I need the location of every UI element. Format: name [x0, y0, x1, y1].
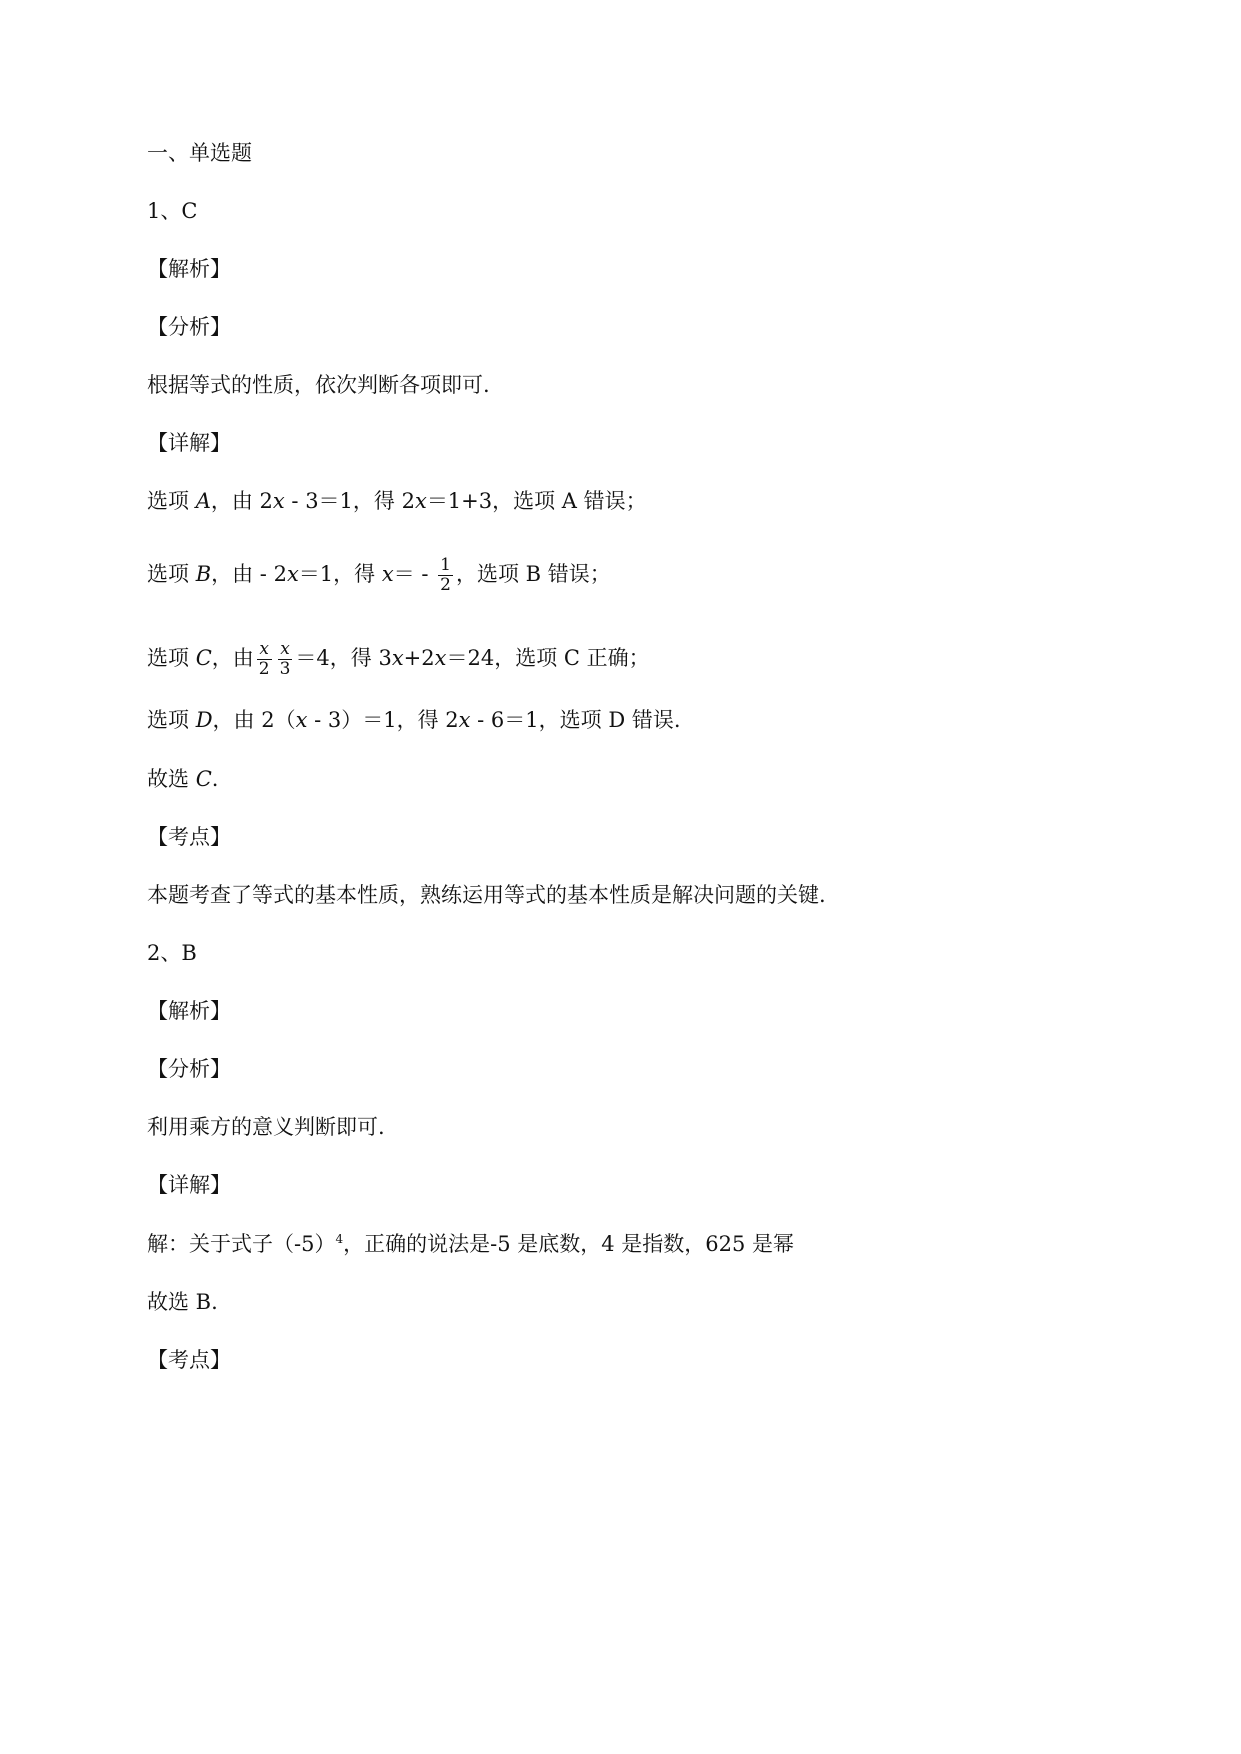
q1-kaodian-label: 【考点】	[147, 825, 231, 849]
q1-option-c: 选项 C，由 $\frac{x}{2}$ $\frac{x}{3}$ ＝4，得 3x+2x＝24，选项 C 正确；	[147, 639, 650, 679]
q2-header: 2、B	[147, 941, 197, 965]
fraction-x-over-2: $\frac{x}{2}$	[258, 639, 270, 679]
q2-answer: 故选 B.	[147, 1290, 218, 1314]
q1-fenxi-text: 根据等式的性质，依次判断各项即可.	[147, 373, 490, 397]
q2-kaodian-label: 【考点】	[147, 1348, 231, 1372]
q1-kaodian-text: 本题考查了等式的基本性质，熟练运用等式的基本性质是解决问题的关键.	[147, 883, 826, 907]
q1-fenxi-label: 【分析】	[147, 315, 231, 339]
fraction-one-half: $\frac{1}{2}$	[440, 555, 451, 595]
q2-detail: 解：关于式子$(-5)^4$，正确的说法是-5 是底数，4 是指数，625 是幂	[147, 1232, 795, 1256]
q1-answer: 故选 C.	[147, 767, 219, 791]
q1-option-d: 选项 D，由 2（x - 3）＝1，得 2x - 6＝1，选项 D 错误.	[147, 708, 681, 732]
q1-jiexi-label: 【解析】	[147, 257, 231, 281]
q1-xiangjie-label: 【详解】	[147, 431, 231, 455]
q1-option-b: 选项 B，由 - 2x＝1，得 x＝ - $\frac{1}{2}$ ，选项 B 错误；	[147, 555, 611, 595]
q1-header: 1、C	[147, 199, 198, 223]
q2-jiexi-label: 【解析】	[147, 999, 231, 1023]
section-title: 一、单选题	[147, 141, 252, 165]
q2-xiangjie-label: 【详解】	[147, 1173, 231, 1197]
q2-fenxi-text: 利用乘方的意义判断即可.	[147, 1115, 385, 1139]
q1-option-a: 选项 A，由 2x - 3＝1，得 2x＝1+3，选项 A 错误；	[147, 489, 647, 513]
q2-fenxi-label: 【分析】	[147, 1057, 231, 1081]
fraction-x-over-3: $\frac{x}{3}$	[279, 639, 291, 679]
